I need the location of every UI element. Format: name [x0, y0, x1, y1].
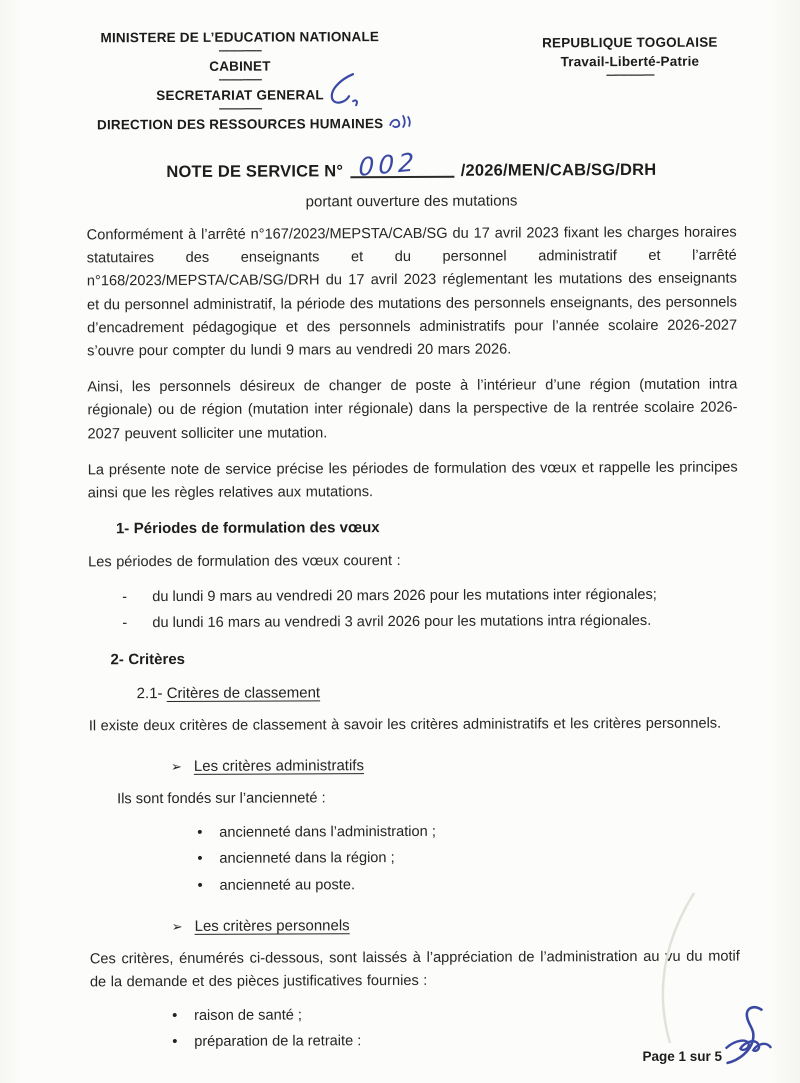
separator-dashes: ------------------ — [605, 68, 654, 82]
period-item-text: du lundi 9 mars au vendredi 20 mars 2026 pour les mutations inter régionales; — [152, 587, 657, 606]
secretariat-title — [156, 86, 324, 104]
initials-mark-icon — [387, 113, 413, 131]
section-1-title: Périodes de formulation des vœux — [133, 519, 380, 538]
footer-page-label: Page 1 sur 5 — [642, 1049, 722, 1064]
separator-dashes: ---------------- — [218, 102, 262, 115]
note-title-row — [86, 147, 736, 183]
header-left-block — [64, 26, 416, 134]
list-item — [197, 844, 739, 873]
periods-list — [120, 582, 738, 637]
paragraph-presente-note: La présente note de service précise les périodes de formulation des vœux et rappelle les principes ainsi que les règles relatives aux mutations. — [87, 459, 738, 502]
note-subtitle: portant ouverture des mutations — [305, 192, 518, 211]
paper-crease — [624, 893, 704, 1043]
section-1-heading — [116, 518, 738, 539]
admin-criterion-text: ancienneté dans la région ; — [219, 850, 395, 867]
paragraph-conformement: Conformément à l’arrêté n°167/2023/MEPSTA/CAB/SG du 17 avril 2023 fixant les charges horaires statutaires des enseignants et du personnel administratif et l’arrêté n°168/2023/MEPSTA/CAB/SG/DRH du 17 avril 2023 réglementant les mutations des enseignants et du personnel administratif, la période des mutations des personnels enseignants, des personnels d’encadrement pédagogique et des personnels administratifs pour l’année scolaire 2026-2027 s’ouvre pour compter du lundi 9 mars au vendredi 20 mars 2026. — [86, 224, 738, 360]
signature-initials-icon — [718, 1002, 779, 1073]
bullet-marker: • — [197, 850, 203, 868]
section-2-heading — [110, 649, 738, 670]
list-item — [120, 582, 738, 611]
cabinet-title: CABINET — [209, 58, 271, 74]
section-2-number: 2- — [110, 651, 124, 669]
drh-title-line — [64, 115, 416, 134]
section-2-title: Critères — [128, 651, 186, 669]
separator-dashes: ---------------- — [218, 73, 262, 86]
arrow-marker-icon: ➢ — [171, 919, 183, 935]
admin-criterion-text: ancienneté dans l’administration ; — [219, 823, 436, 841]
document-header — [64, 25, 736, 134]
note-title-prefix: NOTE DE SERVICE N° — [166, 162, 344, 182]
periods-intro: Les périodes de formulation des vœux courent : — [88, 553, 401, 571]
note-title-suffix: /2026/MEN/CAB/SG/DRH — [460, 160, 657, 180]
admin-intro: Ils sont fondés sur l’ancienneté : — [117, 789, 326, 807]
admin-criteria-heading — [171, 755, 739, 774]
arrow-marker-icon: ➢ — [170, 758, 182, 774]
header-right-block — [524, 32, 736, 81]
admin-criterion-text: ancienneté au poste. — [219, 876, 356, 894]
perso-criterion-text: préparation de la retraite : — [194, 1033, 362, 1050]
perso-paragraph: Ces critères, énumérés ci-dessous, sont laissés à l’appréciation de l’administration au vu du motif de la demande et des pièces justificatives fournies : — [89, 948, 740, 991]
republic-title: REPUBLIQUE TOGOLAISE — [542, 34, 718, 51]
period-item-text: du lundi 16 mars au vendredi 3 avril 2026 pour les mutations intra régionales. — [152, 613, 652, 632]
admin-criteria-title: Les critères administratifs — [193, 756, 364, 775]
drh-title — [97, 115, 383, 133]
secretariat-title-line — [64, 86, 416, 105]
list-item — [197, 817, 739, 846]
separator-dashes: ---------------- — [218, 44, 262, 57]
admin-criteria-list — [197, 817, 739, 899]
section-2-1-heading — [137, 683, 739, 703]
bullet-marker: • — [197, 823, 203, 841]
note-number-blank — [350, 147, 454, 182]
motto: Travail-Liberté-Patrie — [560, 53, 700, 70]
bullet-marker: • — [172, 1033, 178, 1051]
section-2-1-title: Critères de classement — [166, 684, 321, 703]
bullet-marker: • — [172, 1006, 178, 1024]
dash-marker: - — [122, 615, 128, 632]
bullet-marker: • — [197, 876, 203, 894]
signature-paraph-icon — [322, 72, 364, 110]
handwritten-note-number: 002 — [357, 147, 418, 182]
secretariat-title-text: SECRETARIAT GENERAL — [156, 87, 324, 104]
perso-criteria-title: Les critères personnels — [194, 917, 350, 936]
dash-marker: - — [122, 589, 128, 606]
criteria-paragraph: Il existe deux critères de classement à savoir les critères administratifs et les critères personnels. — [88, 716, 722, 735]
drh-title-text: DIRECTION DES RESSOURCES HUMAINES — [96, 116, 384, 133]
paragraph-ainsi: Ainsi, les personnels désireux de changer de poste à l’intérieur d’une région (mutation intra régionale) ou de région (mutation inter régionale) dans la perspective de la rentrée scolaire 2026-2027 peuvent solliciter une mutation. — [87, 376, 738, 442]
list-item — [120, 608, 738, 637]
section-2-1-number: 2.1- — [136, 685, 163, 703]
section-1-number: 1- — [115, 520, 130, 538]
ministry-title: MINISTERE DE L’EDUCATION NATIONALE — [100, 29, 380, 46]
perso-criterion-text: raison de santé ; — [194, 1006, 303, 1024]
